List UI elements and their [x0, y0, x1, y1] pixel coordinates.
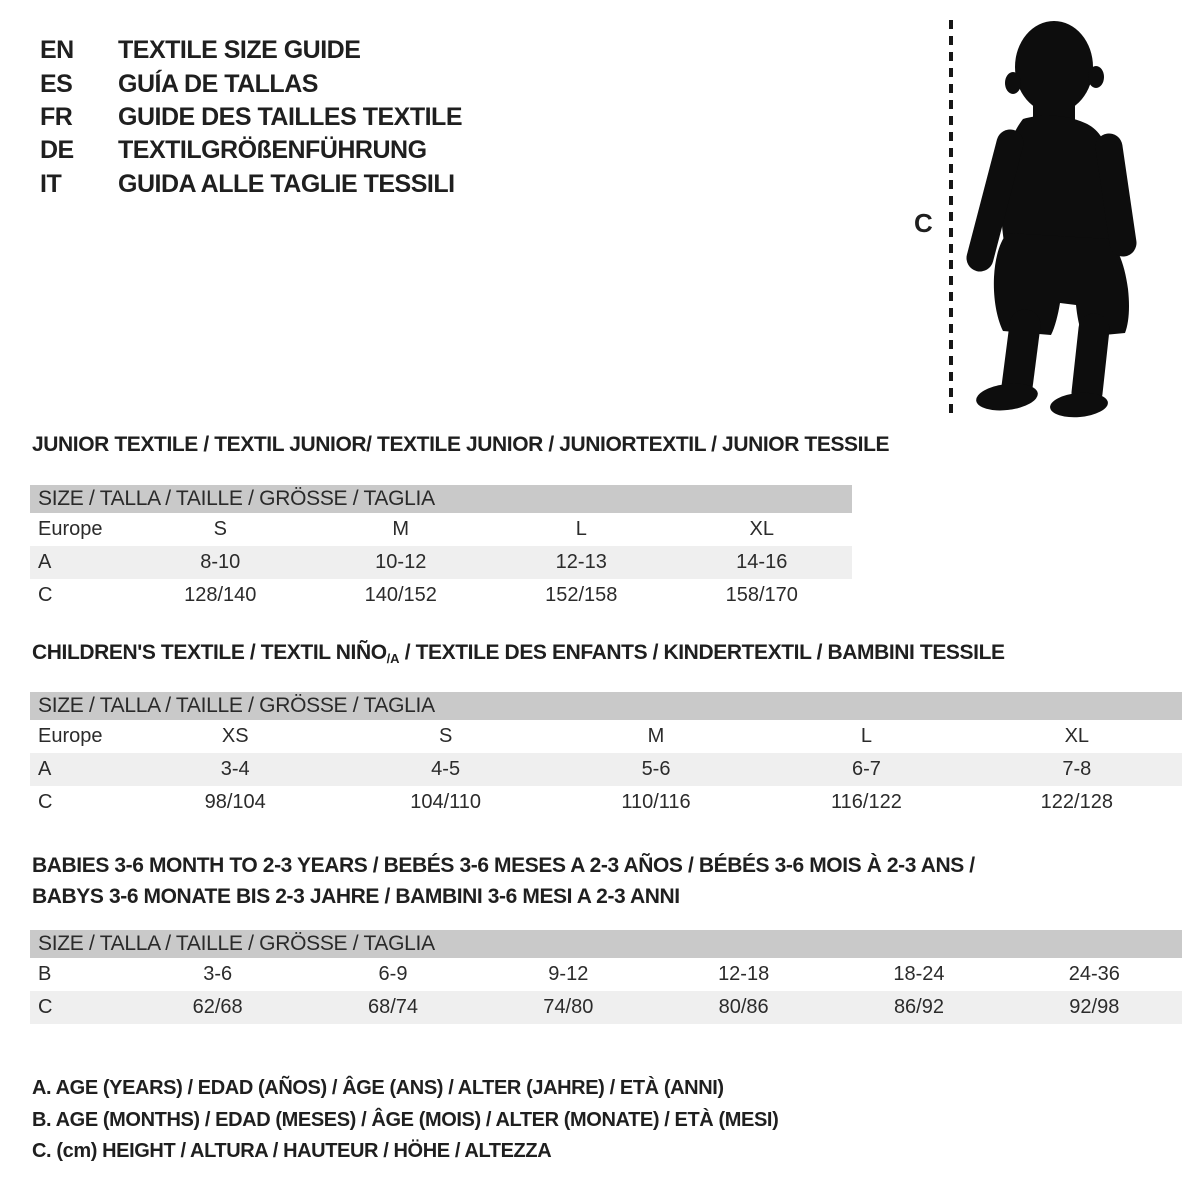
- height-measure-label: C: [914, 208, 933, 238]
- table-row: [30, 786, 1182, 819]
- children-title-suffix: / TEXTILE DES ENFANTS / KINDERTEXTIL / BAMBINI TESSILE: [399, 641, 1005, 664]
- cell: XL: [1064, 725, 1090, 747]
- cell: 9-12: [548, 963, 589, 985]
- cell: 116/122: [831, 791, 902, 813]
- table-row: [30, 513, 852, 546]
- cell: 6-7: [851, 758, 881, 780]
- children-size-table: [30, 692, 1182, 819]
- legend-age-years: A. AGE (YEARS) / EDAD (AÑOS) / ÂGE (ANS) / ALTER (JAHRE) / ETÀ (ANNI): [32, 1077, 724, 1099]
- cell: 3-6: [203, 963, 233, 985]
- language-code: ES: [40, 69, 73, 98]
- babies-textile-title: [32, 850, 975, 912]
- size-header-label: SIZE / TALLA / TAILLE / GRÖSSE / TAGLIA: [38, 932, 435, 955]
- table-row: [30, 753, 1182, 786]
- language-title-list: [40, 34, 462, 201]
- cell: 10-12: [375, 551, 427, 573]
- size-header-bar: [30, 930, 1182, 958]
- cell: M: [647, 725, 665, 747]
- cell: 62/68: [192, 996, 243, 1018]
- language-label: GUIDA ALLE TAGLIE TESSILI: [118, 169, 455, 198]
- cell: 4-5: [431, 758, 461, 780]
- height-measure-dashed-line: [949, 20, 953, 416]
- table-row: [30, 958, 1182, 991]
- size-header-label: SIZE / TALLA / TAILLE / GRÖSSE / TAGLIA: [38, 487, 435, 510]
- language-row-en: [40, 34, 462, 67]
- children-title-sub: /A: [386, 651, 400, 666]
- language-code: IT: [40, 169, 62, 198]
- table-row: [30, 546, 852, 579]
- language-row-es: [40, 67, 462, 100]
- legend-age-months: B. AGE (MONTHS) / EDAD (MESES) / ÂGE (MOIS) / ALTER (MONATE) / ETÀ (MESI): [32, 1109, 779, 1131]
- cell: 3-4: [220, 758, 250, 780]
- row-label: C: [38, 584, 53, 606]
- junior-textile-title: JUNIOR TEXTILE / TEXTIL JUNIOR/ TEXTILE JUNIOR / JUNIORTEXTIL / JUNIOR TESSILE: [32, 433, 890, 456]
- language-label: TEXTILGRÖßENFÜHRUNG: [118, 136, 427, 165]
- language-label: TEXTILE SIZE GUIDE: [118, 36, 361, 65]
- row-label: C: [38, 791, 53, 813]
- language-code: FR: [40, 102, 73, 131]
- legend-height-cm: C. (cm) HEIGHT / ALTURA / HAUTEUR / HÖHE / ALTEZZA: [32, 1140, 552, 1162]
- cell: 158/170: [725, 584, 798, 606]
- language-row-it: [40, 168, 462, 201]
- babies-title-line1: BABIES 3-6 MONTH TO 2-3 YEARS / BEBÉS 3-6 MESES A 2-3 AÑOS / BÉBÉS 3-6 MOIS À 2-3 ANS /: [32, 854, 975, 877]
- cell: 8-10: [200, 551, 241, 573]
- cell: 6-9: [378, 963, 408, 985]
- cell: XL: [749, 518, 774, 540]
- cell: L: [575, 518, 587, 540]
- row-label: C: [38, 996, 53, 1018]
- cell: 24-36: [1068, 963, 1120, 985]
- babies-title-line2: BABYS 3-6 MONATE BIS 2-3 JAHRE / BAMBINI 3-6 MESI A 2-3 ANNI: [32, 885, 680, 908]
- babies-size-table: [30, 930, 1182, 1024]
- row-label: Europe: [38, 518, 103, 540]
- cell: 12-13: [555, 551, 607, 573]
- cell: 86/92: [893, 996, 944, 1018]
- size-header-bar: [30, 485, 852, 513]
- size-header-bar: [30, 692, 1182, 720]
- cell: 98/104: [204, 791, 266, 813]
- language-row-fr: [40, 101, 462, 134]
- cell: 80/86: [718, 996, 769, 1018]
- language-row-de: [40, 134, 462, 167]
- table-row: [30, 579, 852, 612]
- cell: 140/152: [364, 584, 437, 606]
- cell: 104/110: [410, 791, 482, 813]
- cell: 68/74: [367, 996, 419, 1018]
- cell: 14-16: [736, 551, 788, 573]
- cell: 152/158: [545, 584, 618, 606]
- cell: M: [392, 518, 410, 540]
- junior-size-table: [30, 485, 852, 612]
- row-label: Europe: [38, 725, 103, 747]
- cell: 110/116: [621, 791, 691, 813]
- language-code: EN: [40, 36, 74, 65]
- language-label: GUIDE DES TAILLES TEXTILE: [118, 102, 463, 131]
- language-label: GUÍA DE TALLAS: [118, 69, 318, 98]
- toddler-silhouette-icon: [963, 15, 1143, 425]
- cell: S: [213, 518, 227, 540]
- language-code: DE: [40, 136, 74, 165]
- cell: 122/128: [1040, 791, 1113, 813]
- cell: 12-18: [718, 963, 770, 985]
- cell: 18-24: [893, 963, 945, 985]
- cell: S: [438, 725, 453, 747]
- cell: 128/140: [184, 584, 257, 606]
- row-label: A: [38, 758, 52, 780]
- cell: L: [860, 725, 872, 747]
- row-label: A: [38, 551, 52, 573]
- children-textile-title: [32, 640, 1005, 671]
- children-title-prefix: CHILDREN'S TEXTILE / TEXTIL NIÑO: [32, 641, 387, 664]
- table-row: [30, 720, 1182, 753]
- cell: 5-6: [641, 758, 671, 780]
- cell: XS: [221, 725, 249, 747]
- cell: 92/98: [1069, 996, 1120, 1018]
- size-header-label: SIZE / TALLA / TAILLE / GRÖSSE / TAGLIA: [38, 694, 435, 717]
- row-label: B: [38, 963, 52, 985]
- cell: 7-8: [1062, 758, 1092, 780]
- cell: 74/80: [543, 996, 594, 1018]
- table-row: [30, 991, 1182, 1024]
